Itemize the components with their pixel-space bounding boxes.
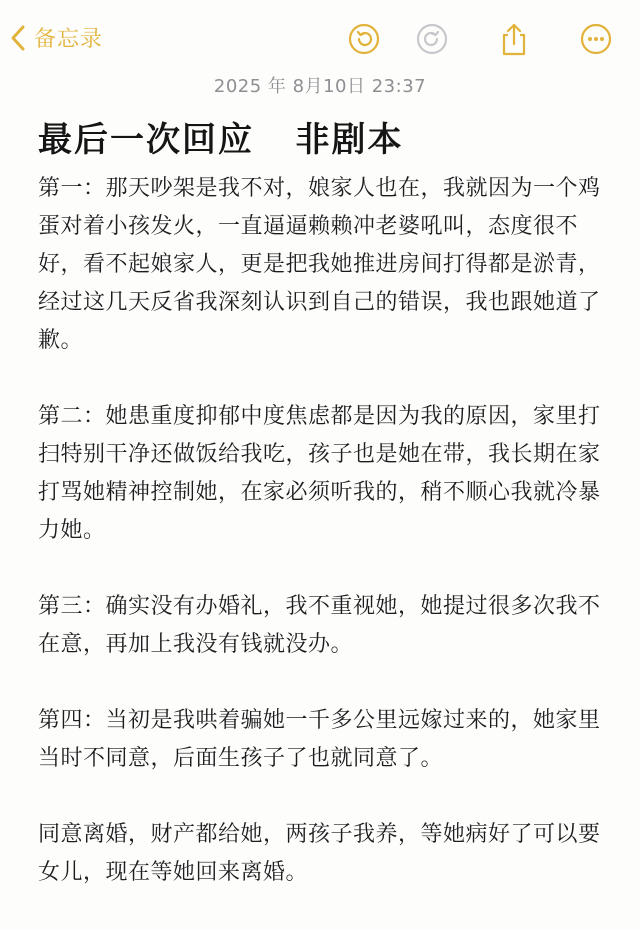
undo-icon (348, 23, 380, 55)
chevron-left-icon (10, 24, 26, 52)
note-paragraph-3: 第三：确实没有办婚礼，我不重视她，她提过很多次我不在意，再加上我没有钱就没办。 (38, 594, 601, 657)
note-body[interactable] (38, 170, 608, 930)
note-paragraph-1: 第一：那天吵架是我不对，娘家人也在，我就因为一个鸡蛋对着小孩发火，一直逼逼赖赖冲老婆吼叫，态度很不好，看不起娘家人，更是把我她推进房间打得都是淤青，经过这几天反省我深刻认识到自己的错误，我也跟她道了歉。 (38, 176, 601, 353)
more-button[interactable] (579, 22, 613, 56)
redo-icon (416, 23, 448, 55)
toolbar (0, 0, 640, 78)
note-paragraph-2: 第二：她患重度抑郁中度焦虑都是因为我的原因，家里打扫特别干净还做饭给我吃，孩子也是她在带，我长期在家打骂她精神控制她，在家必须听我的，稍不顺心我就冷暴力她。 (38, 404, 601, 543)
back-label: 备忘录 (34, 27, 104, 52)
note-title[interactable]: 最后一次回应 非剧本 (38, 120, 404, 160)
note-paragraph-5: 同意离婚，财产都给她，两孩子我养，等她病好了可以要女儿，现在等她回来离婚。 (38, 822, 601, 885)
share-button[interactable] (497, 22, 531, 56)
note-timestamp: 2025 年 8月10日 23:37 (213, 76, 427, 97)
share-icon (498, 22, 530, 56)
redo-button[interactable] (415, 22, 449, 56)
undo-button[interactable] (347, 22, 381, 56)
note-paragraph-4: 第四：当初是我哄着骗她一千多公里远嫁过来的，她家里当时不同意，后面生孩子了也就同意了。 (38, 708, 601, 771)
more-icon (580, 23, 612, 55)
back-button[interactable] (10, 22, 103, 53)
